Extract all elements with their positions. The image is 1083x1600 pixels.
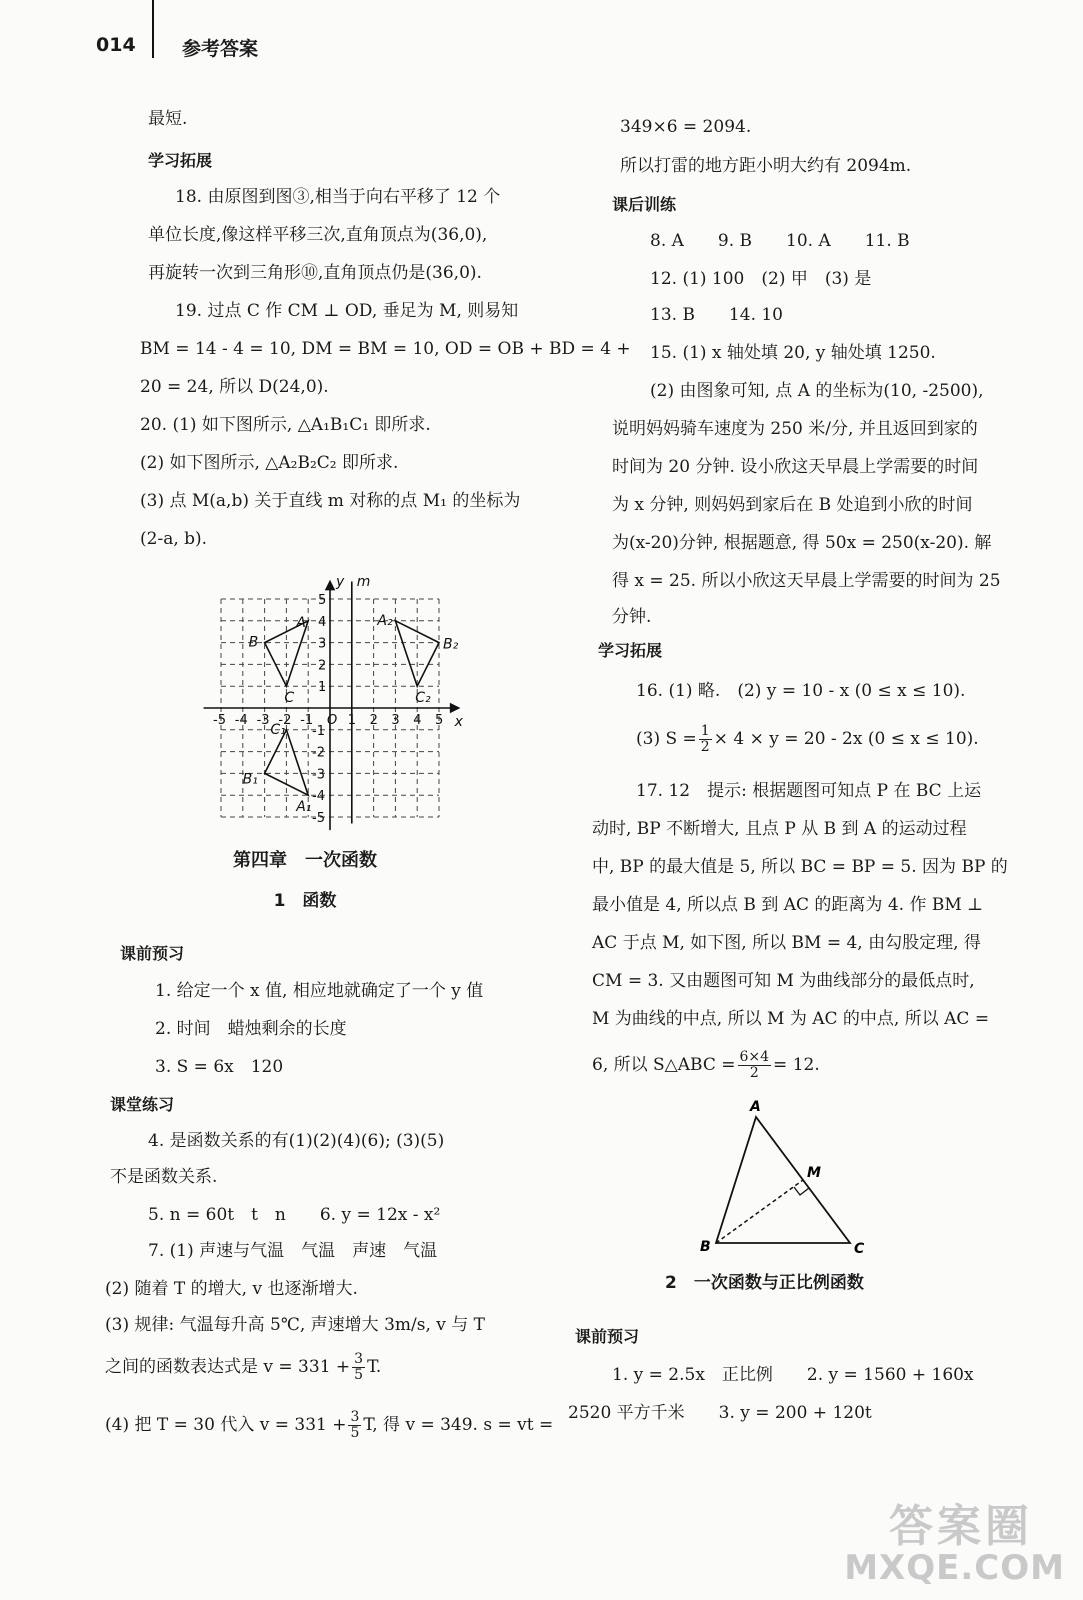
text-line: 19. 过点 C 作 CM ⊥ OD, 垂足为 M, 则易知 (175, 301, 519, 321)
text-line (105, 1410, 553, 1441)
x-tick-label: -4 (234, 713, 248, 728)
denominator: 2 (700, 739, 710, 755)
text-line: 得 x = 25. 所以小欣这天早晨上学需要的时间为 25 (612, 571, 1001, 591)
y-axis-label: y (336, 573, 345, 590)
text-line: 5. n = 60t t n 6. y = 12x - x² (148, 1205, 441, 1225)
text-line: 20 = 24, 所以 D(24,0). (140, 377, 329, 397)
text-line: 4. 是函数关系的有(1)(2)(4)(6); (3)(5) (148, 1131, 445, 1151)
point-label-b1: B₁ (242, 771, 258, 788)
text-line: 最短. (148, 109, 188, 129)
text-line: (3) 点 M(a,b) 关于直线 m 对称的点 M₁ 的坐标为 (140, 491, 521, 511)
point-label-m: M (807, 1165, 821, 1181)
header-divider (152, 0, 154, 58)
text-line: 12. (1) 100 (2) 甲 (3) 是 (650, 269, 872, 289)
text-line: 说明妈妈骑车速度为 250 米/分, 并且返回到家的 (612, 419, 978, 439)
text-line: 18. 由原图到图③,相当于向右平移了 12 个 (175, 187, 501, 207)
text-fragment: T. (367, 1357, 382, 1377)
text-line: 17. 12 提示: 根据题图可知点 P 在 BC 上运 (636, 781, 982, 801)
point-label-b2: B₂ (443, 636, 459, 653)
x-tick-label: 5 (435, 713, 444, 728)
section-heading: 学习拓展 (148, 151, 213, 170)
coordinate-graph (190, 565, 470, 835)
text-line: 15. (1) x 轴处填 20, y 轴处填 1250. (650, 343, 936, 363)
fraction (699, 724, 712, 755)
text-line: (2) 如下图所示, △A₂B₂C₂ 即所求. (140, 453, 399, 473)
x-tick-label: 1 (347, 713, 357, 728)
text-line: 中, BP 的最大值是 5, 所以 BC = BP = 5. 因为 BP 的 (592, 857, 1008, 877)
text-line: 时间为 20 分钟. 设小欣这天早晨上学需要的时间 (612, 457, 979, 477)
line-m-label: m (356, 573, 371, 590)
text-line: 所以打雷的地方距小明大约有 2094m. (620, 156, 912, 176)
denominator: 5 (354, 1367, 364, 1383)
text-line: 20. (1) 如下图所示, △A₁B₁C₁ 即所求. (140, 415, 431, 435)
text-line: 2520 平方千米 3. y = 200 + 120t (568, 1403, 872, 1423)
point-label-a2: A₂ (377, 612, 393, 629)
text-fragment: (4) 把 T = 30 代入 v = 331 + (105, 1415, 347, 1435)
text-line: 分钟. (612, 607, 652, 627)
denominator: 5 (350, 1425, 360, 1441)
text-line: 单位长度,像这样平移三次,直角顶点为(36,0), (148, 225, 488, 245)
text-fragment: × 4 × y = 20 - 2x (0 ≤ x ≤ 10). (713, 729, 979, 749)
text-line (636, 724, 979, 755)
x-tick-label: -5 (213, 713, 226, 728)
section-heading: 课堂练习 (110, 1095, 175, 1114)
x-tick-label: -3 (256, 713, 270, 728)
fraction (738, 1050, 772, 1081)
section-heading: 课前预习 (120, 944, 185, 963)
text-line (592, 1050, 820, 1081)
text-line: 8. A 9. B 10. A 11. B (650, 231, 910, 251)
text-line (105, 1352, 381, 1383)
point-label-c: C (284, 690, 295, 707)
chapter-title: 第四章 一次函数 (233, 850, 377, 871)
point-label-c: C (854, 1241, 865, 1257)
y-tick-label: 4 (318, 614, 327, 630)
point-label-a: A (750, 1099, 761, 1115)
point-label-a1: A₁ (296, 799, 312, 816)
point-label-a: A (296, 614, 306, 631)
text-fragment: T, 得 v = 349. s = vt = (363, 1415, 554, 1435)
numerator: 1 (700, 723, 710, 739)
text-line: (3) 规律: 气温每升高 5℃, 声速增大 3m/s, v 与 T (105, 1315, 486, 1335)
text-fragment: 6, 所以 S△ABC = (592, 1055, 736, 1075)
y-axis-arrow (326, 582, 334, 590)
y-tick-label: -5 (312, 811, 325, 826)
x-tick-label: -1 (300, 713, 314, 728)
x-tick-label: 2 (369, 713, 378, 728)
numerator: 3 (350, 1409, 360, 1425)
x-axis-label: x (454, 714, 463, 730)
y-tick-label: -4 (312, 789, 325, 805)
text-line: 7. (1) 声速与气温 气温 声速 气温 (148, 1241, 438, 1261)
text-line: 2. 时间 蜡烛剩余的长度 (155, 1019, 347, 1039)
origin-label: O (327, 713, 338, 728)
text-line: 为(x-20)分钟, 根据题意, 得 50x = 250(x-20). 解 (612, 533, 992, 553)
watermark-url: MXQE.COM (844, 1548, 1065, 1588)
text-line: 不是函数关系. (110, 1167, 218, 1187)
x-tick-label: -2 (278, 713, 292, 728)
text-line: 16. (1) 略. (2) y = 10 - x (0 ≤ x ≤ 10). (636, 681, 966, 701)
text-line: CM = 3. 又由题图可知 M 为曲线部分的最低点时, (592, 971, 975, 991)
section-heading: 课前预习 (575, 1327, 640, 1346)
point-label-b: B (700, 1239, 711, 1255)
fraction (352, 1352, 365, 1383)
y-tick-label: 2 (318, 658, 327, 674)
text-line: 349×6 = 2094. (620, 117, 752, 137)
text-line: 1. 给定一个 x 值, 相应地就确定了一个 y 值 (155, 981, 484, 1001)
fraction (348, 1410, 361, 1441)
section-heading: 课后训练 (612, 195, 677, 214)
text-line: 再旋转一次到三角形⑩,直角顶点仍是(36,0). (148, 263, 482, 283)
y-tick-label: 3 (318, 636, 327, 652)
y-tick-label: -2 (312, 745, 325, 761)
text-line: AC 于点 M, 如下图, 所以 BM = 4, 由勾股定理, 得 (592, 933, 981, 953)
y-tick-label: -1 (312, 723, 325, 739)
watermark-logo: 答案圈 (889, 1501, 1033, 1552)
page-number: 014 (96, 34, 136, 56)
text-line: (2) 由图象可知, 点 A 的坐标为(10, -2500), (650, 381, 984, 401)
page-header-title: 参考答案 (182, 38, 259, 60)
text-line: 3. S = 6x 120 (155, 1057, 284, 1077)
x-tick-label: 4 (413, 713, 422, 728)
triangle-abc (716, 1117, 850, 1243)
x-tick-label: 3 (391, 713, 400, 728)
text-line: M 为曲线的中点, 所以 M 为 AC 的中点, 所以 AC = (592, 1009, 990, 1029)
text-fragment: 之间的函数表达式是 v = 331 + (105, 1357, 351, 1377)
text-line: BM = 14 - 4 = 10, DM = BM = 10, OD = OB + BD = 4 + (140, 339, 631, 359)
text-line: 为 x 分钟, 则妈妈到家后在 B 处追到小欣的时间 (612, 495, 973, 515)
numerator: 3 (354, 1351, 364, 1367)
point-label-b: B (248, 634, 259, 651)
right-angle-mark (794, 1187, 809, 1195)
section-heading: 学习拓展 (598, 641, 663, 660)
text-line: 最小值是 4, 所以点 B 到 AC 的距离为 4. 作 BM ⊥ (592, 895, 984, 915)
point-label-c1: C₁ (270, 721, 286, 738)
altitude-bm (716, 1180, 803, 1243)
denominator: 2 (749, 1065, 759, 1081)
text-fragment: (3) S = (636, 729, 697, 749)
text-line: 1. y = 2.5x 正比例 2. y = 1560 + 160x (612, 1365, 974, 1385)
section-title: 1 函数 (273, 891, 337, 911)
point-label-c2: C₂ (415, 690, 431, 707)
text-line: (2) 随着 T 的增大, v 也逐渐增大. (105, 1279, 358, 1299)
triangle-figure (690, 1095, 880, 1260)
section-title: 2 一次函数与正比例函数 (665, 1273, 864, 1293)
text-line: 动时, BP 不断增大, 且点 P 从 B 到 A 的运动过程 (592, 819, 967, 839)
y-tick-label: 5 (318, 593, 327, 608)
text-fragment: = 12. (773, 1055, 820, 1075)
text-line: 13. B 14. 10 (650, 305, 784, 325)
x-axis-arrow (451, 704, 459, 712)
numerator: 6×4 (739, 1049, 770, 1065)
y-tick-label: 1 (318, 680, 327, 696)
y-tick-label: -3 (312, 767, 325, 783)
text-line: (2-a, b). (140, 529, 208, 549)
